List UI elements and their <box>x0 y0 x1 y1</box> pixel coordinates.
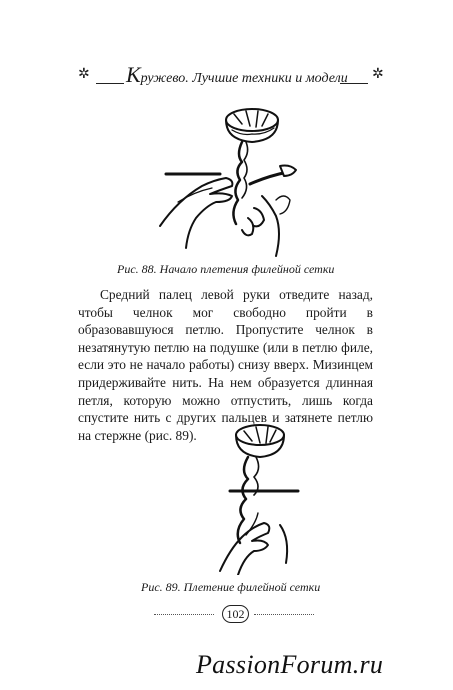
header-rule-right <box>340 83 368 84</box>
header-rule-left <box>96 83 124 84</box>
running-header <box>78 60 388 90</box>
flower-ornament-icon: ✲ <box>372 67 384 82</box>
page-number-badge <box>214 603 254 625</box>
figure-88-illustration <box>150 100 310 260</box>
book-title-text: ружево. Лучшие техники и модели <box>140 71 348 86</box>
hands-netting-drawing <box>160 415 310 575</box>
book-title <box>126 62 348 88</box>
book-title-initial: К <box>126 62 141 87</box>
hands-netting-drawing <box>150 100 310 260</box>
figure-88-caption: Рис. 88. Начало плетения филейной сетки <box>117 262 335 276</box>
site-watermark: PassionForum.ru <box>196 650 384 679</box>
flower-ornament-icon: ✲ <box>78 67 90 82</box>
page-number: 102 <box>222 605 249 623</box>
figure-89-caption: Рис. 89. Плетение филейной сетки <box>141 580 321 594</box>
figure-89-illustration <box>160 415 310 575</box>
paragraph: Средний палец левой руки отведите назад, чтобы челнок мог свободно пройти в образовавшуюся петлю. Пропустите челнок в незатянутую петлю на подушке (или в петлю филе, если это не начало работы) снизу вверх. Мизинцем придерживайте нить. На нем образуется длинная петля, которую можно отпустить, лишь когда спустите нить с других пальцев и затянете петлю на стержне (рис. 89). <box>78 287 373 443</box>
footer-dotted-rule-left <box>154 614 214 615</box>
footer-dotted-rule-right <box>254 614 314 615</box>
